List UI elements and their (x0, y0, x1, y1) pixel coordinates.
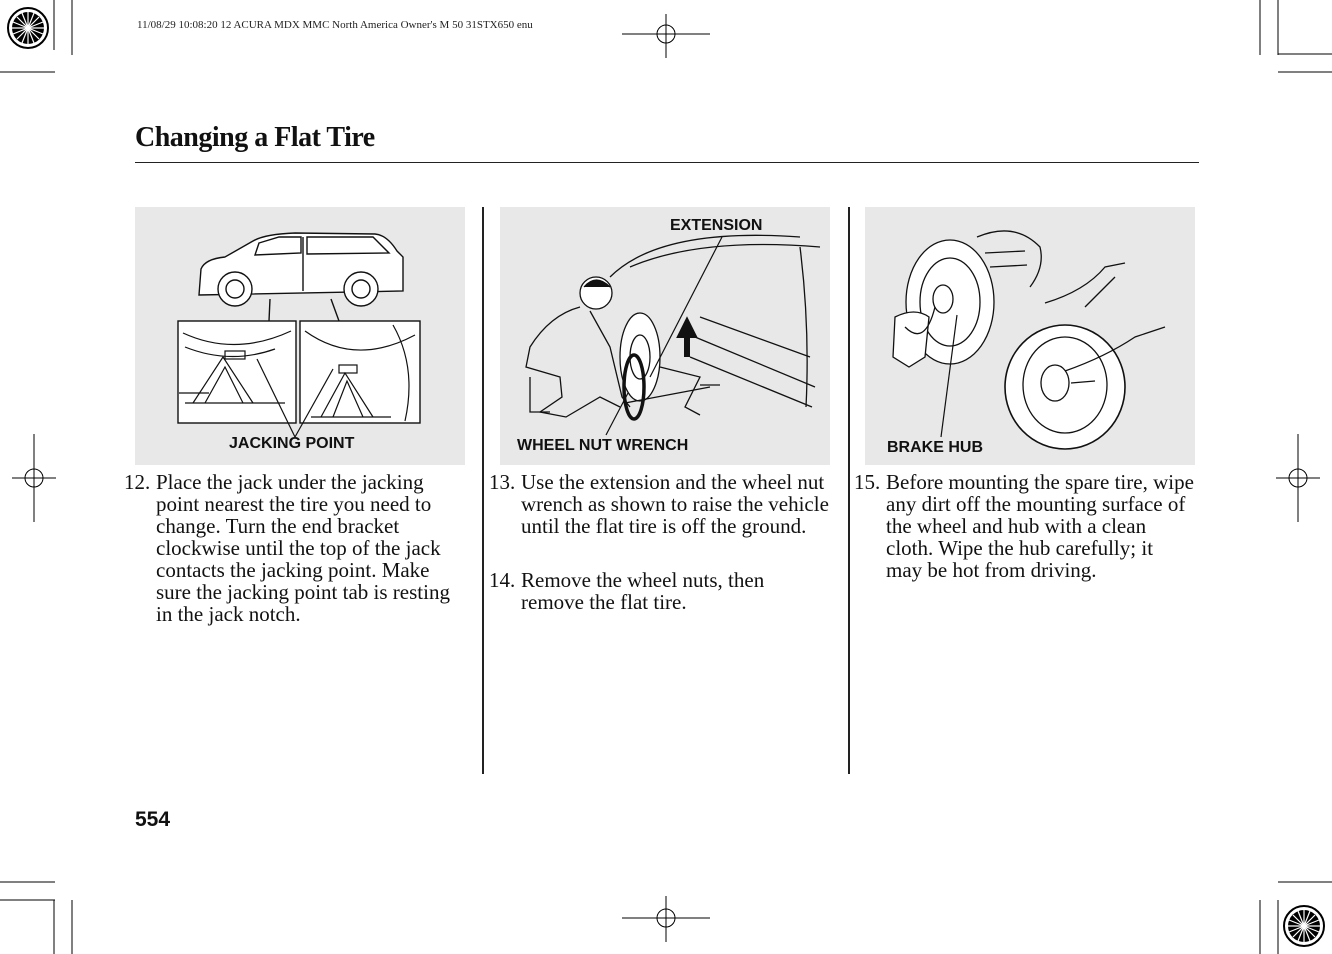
brake-hub-callout: BRAKE HUB (887, 439, 983, 456)
title-divider (135, 162, 1199, 163)
step-number: 14. (489, 568, 516, 592)
brake-hub-illustration (865, 207, 1195, 465)
step-text: Before mounting the spare tire, wipe any dirt off the mounting surface of the wheel and hub with a clean cloth. Wipe the hub carefully; it may be hot from driving. (886, 470, 1194, 582)
column-divider-1 (482, 207, 484, 774)
crosshair-bottom-center (622, 896, 710, 942)
page-number: 554 (135, 808, 171, 831)
jacking-point-callout: JACKING POINT (229, 435, 355, 452)
step-number: 15. (854, 470, 881, 494)
step-12 (124, 471, 464, 625)
extension-callout: EXTENSION (670, 217, 763, 234)
wheel-nut-wrench-callout: WHEEL NUT WRENCH (517, 437, 689, 454)
step-15 (854, 471, 1194, 581)
crosshair-right-middle (1276, 434, 1320, 522)
step-text: Remove the wheel nuts, then remove the flat tire. (521, 568, 765, 614)
step-text: Use the extension and the wheel nut wrench as shown to raise the vehicle until the flat tire is off the ground. (521, 470, 829, 538)
figure-brake-hub (865, 207, 1195, 465)
car-and-jack-illustration (135, 207, 465, 465)
figure-wheel-nut-wrench (500, 207, 830, 465)
step-text: Place the jack under the jacking point nearest the tire you need to change. Turn the end bracket clockwise until the top of the jack contacts the jacking point. Make sure the jacking point tab is resting in the jack notch. (156, 470, 450, 626)
step-number: 12. (124, 470, 151, 494)
crosshair-left-middle (12, 434, 56, 522)
page-title: Changing a Flat Tire (135, 122, 375, 153)
column-divider-2 (848, 207, 850, 774)
step-13 (489, 471, 829, 537)
crop-marks-top-left (0, 0, 80, 80)
registration-target-bottom-right (1272, 894, 1332, 954)
crop-marks-top-right (1252, 0, 1332, 80)
crop-marks-bottom-left (0, 874, 80, 954)
step-number: 13. (489, 470, 516, 494)
figure-jacking-point (135, 207, 465, 465)
wrench-illustration (500, 207, 830, 465)
step-14 (489, 569, 829, 613)
print-slug: 11/08/29 10:08:20 12 ACURA MDX MMC North America Owner's M 50 31STX650 enu (137, 19, 533, 31)
crosshair-top-center (622, 14, 710, 58)
